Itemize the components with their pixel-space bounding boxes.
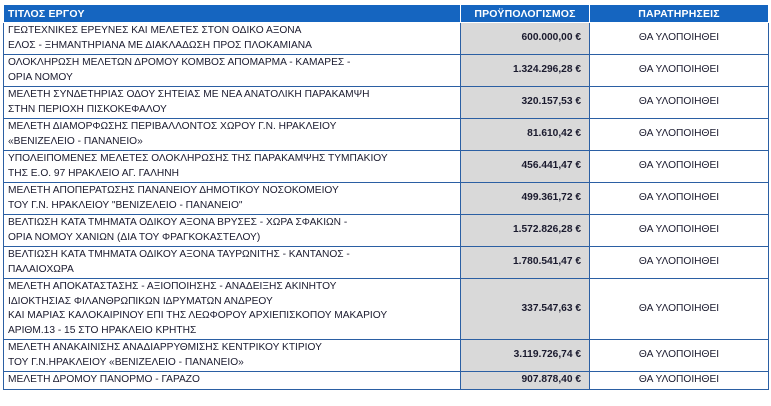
project-title-line: ΣΤΗΝ ΠΕΡΙΟΧΗ ΠΙΣΚΟΚΕΦΑΛΟΥ — [8, 103, 167, 115]
table-row — [4, 372, 769, 390]
project-title-cell — [4, 151, 461, 183]
table-row — [4, 151, 769, 183]
project-title-line: ΟΡΙΑ ΝΟΜΟΥ — [8, 71, 73, 83]
table-row — [4, 119, 769, 151]
notes-cell: ΘΑ ΥΛΟΠΟΙΗΘΕΙ — [590, 215, 769, 247]
project-title-line: ΚΑΙ ΜΑΡΙΑΣ ΚΑΛΟΚΑΙΡΙΝΟΥ ΕΠΙ ΤΗΣ ΛΕΩΦΟΡΟΥ ΑΡΧΙΕΠΙΣΚΟΠΟΥ ΜΑΚΑΡΙΟΥ — [8, 310, 388, 321]
project-title-line: «ΒΕΝΙΖΕΛΕΙΟ - ΠΑΝΑΝΕΙΟ» — [8, 135, 143, 147]
project-title-cell — [4, 23, 461, 55]
notes-cell: ΘΑ ΥΛΟΠΟΙΗΘΕΙ — [590, 87, 769, 119]
notes-cell: ΘΑ ΥΛΟΠΟΙΗΘΕΙ — [590, 279, 769, 340]
header-row — [4, 5, 769, 23]
project-title-line: ΒΕΛΤΙΩΣΗ ΚΑΤΑ ΤΜΗΜΑΤΑ ΟΔΙΚΟΥ ΑΞΟΝΑ ΒΡΥΣΕΣ - ΧΩΡΑ ΣΦΑΚΙΩΝ - — [8, 217, 348, 228]
project-title-line: ΟΛΟΚΛΗΡΩΣΗ ΜΕΛΕΤΩΝ ΔΡΟΜΟΥ ΚΟΜΒΟΣ ΑΠΟΜΑΡΜΑ - ΚΑΜΑΡΕΣ - — [8, 57, 351, 68]
header-project-title: ΤΙΤΛΟΣ ΕΡΓΟΥ — [4, 5, 461, 23]
project-title-cell — [4, 183, 461, 215]
notes-cell: ΘΑ ΥΛΟΠΟΙΗΘΕΙ — [590, 151, 769, 183]
project-title-cell — [4, 87, 461, 119]
budget-cell: 81.610,42 € — [461, 119, 590, 151]
notes-cell: ΘΑ ΥΛΟΠΟΙΗΘΕΙ — [590, 183, 769, 215]
table-row — [4, 215, 769, 247]
budget-cell: 499.361,72 € — [461, 183, 590, 215]
header-notes: ΠΑΡΑΤΗΡΗΣΕΙΣ — [590, 5, 769, 23]
projects-table — [3, 4, 769, 390]
project-title-line: ΓΕΩΤΕΧΝΙΚΕΣ ΕΡΕΥΝΕΣ ΚΑΙ ΜΕΛΕΤΕΣ ΣΤΟΝ ΟΔΙΚΟ ΑΞΟΝΑ — [8, 25, 302, 36]
budget-cell: 1.324.296,28 € — [461, 55, 590, 87]
table-row — [4, 183, 769, 215]
budget-cell: 456.441,47 € — [461, 151, 590, 183]
table-row — [4, 55, 769, 87]
project-title-line: ΜΕΛΕΤΗ ΔΙΑΜΟΡΦΩΣΗΣ ΠΕΡΙΒΑΛΛΟΝΤΟΣ ΧΩΡΟΥ Γ.Ν. ΗΡΑΚΛΕΙΟΥ — [8, 121, 337, 132]
budget-cell: 1.780.541,47 € — [461, 247, 590, 279]
notes-cell: ΘΑ ΥΛΟΠΟΙΗΘΕΙ — [590, 23, 769, 55]
project-title-line: ΜΕΛΕΤΗ ΣΥΝΔΕΤΗΡΙΑΣ ΟΔΟΥ ΣΗΤΕΙΑΣ ΜΕ ΝΕΑ ΑΝΑΤΟΛΙΚΗ ΠΑΡΑΚΑΜΨΗ — [8, 89, 370, 100]
table-row — [4, 247, 769, 279]
project-title-line: ΜΕΛΕΤΗ ΑΝΑΚΑΙΝΙΣΗΣ ΑΝΑΔΙΑΡΡΥΘΜΙΣΗΣ ΚΕΝΤΡΙΚΟΥ ΚΤΙΡΙΟΥ — [8, 342, 322, 353]
project-title-line: ΤΟΥ Γ.Ν.ΗΡΑΚΛΕΙΟΥ «ΒΕΝΙΖΕΛΕΙΟ - ΠΑΝΑΝΕΙΟ» — [8, 356, 244, 368]
project-title-cell — [4, 119, 461, 151]
table-row — [4, 23, 769, 55]
project-title-cell — [4, 372, 461, 390]
table-header — [4, 5, 769, 23]
project-title-line: ΤΗΣ Ε.Ο. 97 ΗΡΑΚΛΕΙΟ ΑΓ. ΓΑΛΗΝΗ — [8, 167, 179, 179]
project-title-line: ΥΠΟΛΕΙΠΟΜΕΝΕΣ ΜΕΛΕΤΕΣ ΟΛΟΚΛΗΡΩΣΗΣ ΤΗΣ ΠΑΡΑΚΑΜΨΗΣ ΤΥΜΠΑΚΙΟΥ — [8, 153, 388, 164]
notes-cell: ΘΑ ΥΛΟΠΟΙΗΘΕΙ — [590, 340, 769, 372]
budget-cell: 1.572.826,28 € — [461, 215, 590, 247]
budget-cell: 337.547,63 € — [461, 279, 590, 340]
project-title-line: ΤΟΥ Γ.Ν. ΗΡΑΚΛΕΙΟΥ "ΒΕΝΙΖΕΛΕΙΟ - ΠΑΝΑΝΕΙΟ" — [8, 199, 243, 211]
notes-cell: ΘΑ ΥΛΟΠΟΙΗΘΕΙ — [590, 247, 769, 279]
header-budget: ΠΡΟΫΠΟΛΟΓΙΣΜΟΣ — [461, 5, 590, 23]
project-title-line: ΙΔΙΟΚΤΗΣΙΑΣ ΦΙΛΑΝΘΡΩΠΙΚΩΝ ΙΔΡΥΜΑΤΩΝ ΑΝΔΡΕΟΥ — [8, 295, 273, 307]
project-title-line: ΜΕΛΕΤΗ ΔΡΟΜΟΥ ΠΑΝΟΡΜΟ - ΓΑΡΑΖΟ — [8, 374, 200, 385]
project-title-cell — [4, 55, 461, 87]
projects-table-wrapper — [3, 4, 768, 390]
project-title-line: ΒΕΛΤΙΩΣΗ ΚΑΤΑ ΤΜΗΜΑΤΑ ΟΔΙΚΟΥ ΑΞΟΝΑ ΤΑΥΡΩΝΙΤΗΣ - ΚΑΝΤΑΝΟΣ - — [8, 249, 350, 260]
table-body — [4, 23, 769, 390]
project-title-line: ΜΕΛΕΤΗ ΑΠΟΠΕΡΑΤΩΣΗΣ ΠΑΝΑΝΕΙΟΥ ΔΗΜΟΤΙΚΟΥ ΝΟΣΟΚΟΜΕΙΟΥ — [8, 185, 339, 196]
notes-cell: ΘΑ ΥΛΟΠΟΙΗΘΕΙ — [590, 55, 769, 87]
table-row — [4, 279, 769, 340]
budget-cell: 907.878,40 € — [461, 372, 590, 390]
project-title-cell — [4, 279, 461, 340]
budget-cell: 600.000,00 € — [461, 23, 590, 55]
project-title-cell — [4, 247, 461, 279]
project-title-line: ΜΕΛΕΤΗ ΑΠΟΚΑΤΑΣΤΑΣΗΣ - ΑΞΙΟΠΟΙΗΣΗΣ - ΑΝΑΔΕΙΞΗΣ ΑΚΙΝΗΤΟΥ — [8, 281, 337, 292]
table-row — [4, 340, 769, 372]
project-title-line: ΟΡΙΑ ΝΟΜΟΥ ΧΑΝΙΩΝ (ΔΙΑ ΤΟΥ ΦΡΑΓΚΟΚΑΣΤΕΛΟΥ) — [8, 231, 261, 243]
table-row — [4, 87, 769, 119]
notes-cell: ΘΑ ΥΛΟΠΟΙΗΘΕΙ — [590, 372, 769, 390]
project-title-line: ΑΡΙΘΜ.13 - 15 ΣΤΟ ΗΡΑΚΛΕΙΟ ΚΡΗΤΗΣ — [8, 324, 197, 336]
budget-cell: 320.157,53 € — [461, 87, 590, 119]
project-title-cell — [4, 215, 461, 247]
notes-cell: ΘΑ ΥΛΟΠΟΙΗΘΕΙ — [590, 119, 769, 151]
budget-cell: 3.119.726,74 € — [461, 340, 590, 372]
project-title-cell — [4, 340, 461, 372]
project-title-line: ΠΑΛΑΙΟΧΩΡΑ — [8, 263, 74, 275]
project-title-line: ΕΛΟΣ - ΞΗΜΑΝΤΗΡΙΑΝΑ ΜΕ ΔΙΑΚΛΑΔΩΣΗ ΠΡΟΣ ΠΛΟΚΑΜΙΑΝΑ — [8, 39, 312, 51]
